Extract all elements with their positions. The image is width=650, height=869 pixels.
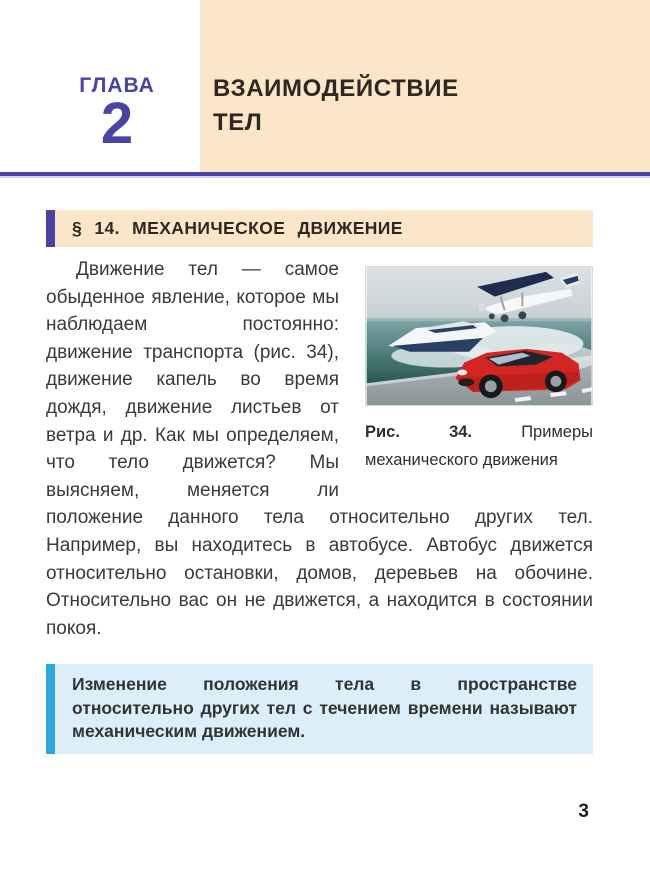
definition-box — [46, 664, 593, 754]
figure-photo-boat-plane-car — [365, 266, 593, 406]
chapter-title-line1: ВЗАИМОДЕЙСТВИЕ — [213, 75, 459, 102]
chapter-label: ГЛАВА — [79, 74, 155, 97]
section-heading — [46, 210, 593, 247]
body-paragraph: Движение тел — самое обыденное явление, которое мы наблюдаем постоянно: движение транспорта (рис. 34), движение капель во время дождя, движение листьев от ветра и др. Как мы определяем, что тело движется? Мы выясняем, меняется ли положение данного тела относительно других тел. Например, вы находитесь в автобусе. Автобус движется относительно остановки, домов, деревьев на обочине. Относительно вас он не движется, а находится в состоянии покоя. — [46, 259, 593, 639]
section-heading-text: § 14. МЕХАНИЧЕСКОЕ ДВИЖЕНИЕ — [72, 218, 403, 238]
chapter-title-line2: ТЕЛ — [213, 109, 263, 136]
chapter-title — [213, 72, 459, 140]
chapter-number: 2 — [100, 91, 134, 156]
figure-label: Рис. 34. — [365, 423, 522, 441]
definition-text: Изменение положения тела в пространстве относительно других тел с течением времени называют механическим движением. — [72, 674, 577, 742]
article-content — [46, 256, 593, 754]
header-divider-rule — [0, 172, 650, 178]
figure-34 — [365, 266, 593, 474]
figure-caption-text: Примеры механического движения — [365, 423, 593, 469]
figure-caption — [365, 418, 593, 474]
chapter-block — [78, 74, 156, 156]
page-number: 3 — [578, 801, 589, 822]
